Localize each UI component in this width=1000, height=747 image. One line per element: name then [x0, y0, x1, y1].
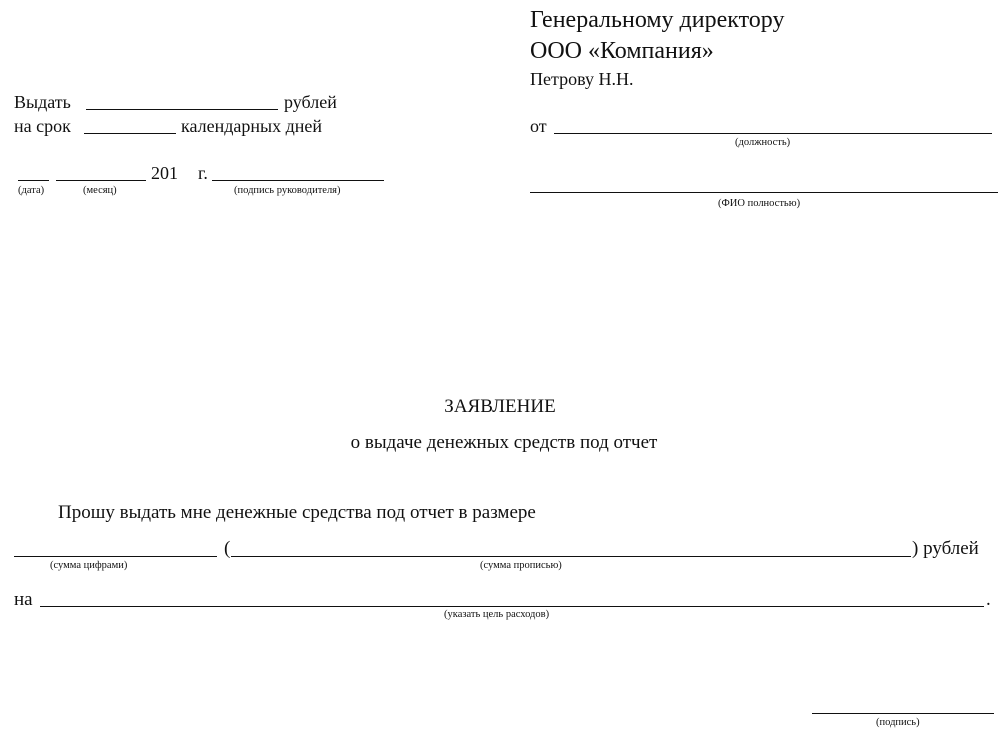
month-line[interactable]	[56, 180, 146, 181]
days-label: календарных дней	[181, 116, 323, 136]
issue-label: Выдать	[14, 92, 71, 112]
fullname-field-line[interactable]	[530, 192, 998, 193]
term-label: на срок	[14, 116, 71, 136]
purpose-prefix: на	[14, 589, 33, 610]
year-label: 201	[151, 163, 178, 183]
amount-digits-line[interactable]	[14, 556, 217, 557]
signature-hint: (подпись)	[876, 717, 920, 728]
purpose-end: .	[986, 589, 991, 610]
date-line[interactable]	[18, 180, 49, 181]
amount-digits-hint: (сумма цифрами)	[50, 560, 128, 571]
document-title: ЗАЯВЛЕНИЕ	[444, 396, 556, 417]
from-prefix: от	[530, 116, 547, 136]
document-subtitle: о выдаче денежных средств под отчет	[350, 432, 658, 453]
manager-signature-line[interactable]	[212, 180, 384, 181]
position-hint: (должность)	[735, 137, 791, 148]
request-text: Прошу выдать мне денежные средства под отчет в размере	[58, 502, 536, 523]
position-field-line[interactable]	[554, 133, 992, 134]
purpose-line[interactable]	[40, 606, 984, 607]
open-paren: (	[224, 538, 231, 559]
term-days-line[interactable]	[84, 133, 176, 134]
rubles-label: рублей	[284, 92, 337, 112]
year-suffix: г.	[198, 163, 208, 183]
fullname-hint: (ФИО полностью)	[718, 198, 801, 209]
addressee-line-2: ООО «Компания»	[530, 38, 714, 64]
close-rubles: ) рублей	[912, 538, 979, 559]
month-hint: (месяц)	[83, 185, 117, 196]
amount-words-hint: (сумма прописью)	[480, 560, 562, 571]
manager-signature-hint: (подпись руководителя)	[234, 185, 341, 196]
purpose-hint: (указать цель расходов)	[444, 609, 550, 620]
addressee-line-1: Генеральному директору	[530, 7, 785, 33]
amount-words-line[interactable]	[231, 556, 911, 557]
date-hint: (дата)	[18, 185, 45, 196]
applicant-signature-line[interactable]	[812, 713, 994, 714]
addressee-line-3: Петрову Н.Н.	[530, 69, 634, 89]
issue-amount-line[interactable]	[86, 109, 278, 110]
